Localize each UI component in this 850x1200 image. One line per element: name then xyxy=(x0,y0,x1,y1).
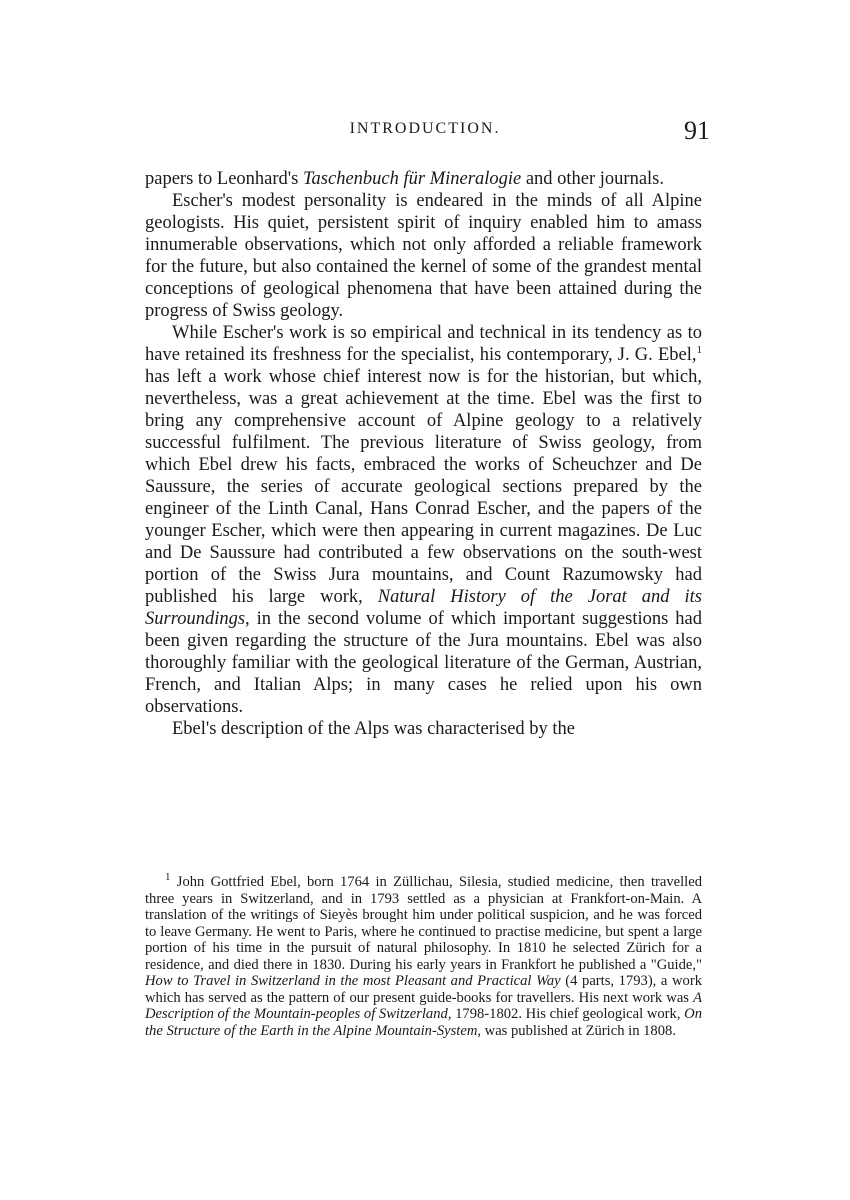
text-run: papers to Leonhard's xyxy=(145,169,303,189)
italic-title: Natural History of the Jorat and its Surroundings, xyxy=(145,587,702,629)
text-run: was published at Zürich in 1808. xyxy=(481,1022,676,1039)
paragraph-ebel xyxy=(145,322,702,718)
text-run: in the second volume of which important suggestions had been given regarding the structure of the Jura mountains. Ebel was also thoroughly familiar with the geological literature of the German, Austrian, French, and Italian Alps; in many cases he relied upon his own observations. xyxy=(145,609,702,717)
paragraph-escher: Escher's modest personality is endeared in the minds of all Alpine geologists. His quiet, persistent spirit of inquiry enabled him to amass innumerable observations, which not only afforded a reliable framework for the future, but also contained the kernel of some of the grandest mental conceptions of geological phenomena that have been attained during the progress of Swiss geology. xyxy=(145,191,702,321)
footnote-marker: 1 xyxy=(165,871,171,884)
italic-title: How to Travel in Switzerland in the most Pleasant and Practical Way xyxy=(145,973,561,989)
paragraph-description: Ebel's description of the Alps was characterised by the xyxy=(172,719,576,739)
text-run: has left a work whose chief interest now is for the historian, but which, nevertheless, was a great achievement at the time. Ebel was the first to bring any comprehensive account of Alpine geology to a relatively successful fulfilment. The previous literature of Swiss geology, from which Ebel drew his facts, embraced the works of Scheuchzer and De Saussure, the series of accurate geological sections prepared by the engineer of the Linth Canal, Hans Conrad Escher, and the papers of the younger Escher, which were then appearing in current magazines. De Luc and De Saussure had contributed a few observations on the south-west portion of the Swiss Jura mountains, and Count Razumowsky had published his large work, xyxy=(145,367,702,607)
italic-title: On the Structure of the Earth in the Alpine Mountain-System, xyxy=(145,1006,702,1039)
text-run: John Gottfried Ebel, born 1764 in Züllichau, Silesia, studied medicine, then travelled three years in Switzerland, and in 1793 settled as a physician at Frankfort-on-Main. A translation of the writings of Sieyès brought him under political suspicion, and he was forced to leave Germany. He went to Paris, where he continued to practise medicine, but spent a large portion of his time in the pursuit of natural philosophy. In 1810 he selected Zürich for a residence, and died there in 1830. During his early years in Frankfort he published a "Guide," xyxy=(145,874,702,973)
footnote xyxy=(145,871,702,1039)
italic-title: A Description of the Mountain-peoples of Switzerland, xyxy=(145,989,702,1022)
text-run: While Escher's work is so empirical and technical in its tendency as to have retained its freshness for the specialist, his contemporary, J. G. Ebel, xyxy=(145,323,702,365)
text-run: (4 parts, 1793), a work which has served as the pattern of our present guide-books for travellers. His next work was xyxy=(145,973,702,1006)
text-run: and other journals. xyxy=(521,169,665,189)
footnote-reference: 1 xyxy=(696,343,702,356)
page-header xyxy=(145,116,710,154)
running-head: INTRODUCTION. xyxy=(349,120,501,137)
body-text xyxy=(145,168,702,740)
italic-title: Taschenbuch für Mineralogie xyxy=(302,169,522,189)
text-run: 1798-1802. His chief geological work, xyxy=(451,1006,685,1022)
paragraph-continued xyxy=(145,168,702,190)
page-number: 91 xyxy=(684,116,710,145)
